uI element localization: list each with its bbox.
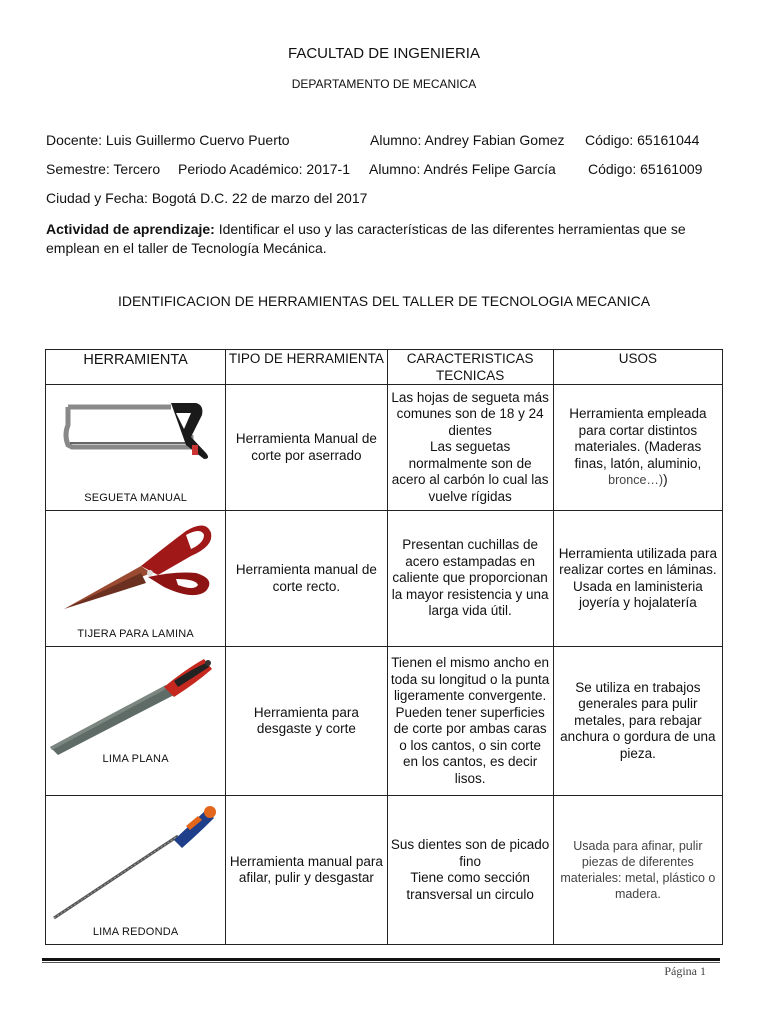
tool-cell xyxy=(46,385,226,511)
tool-name: LIMA REDONDA xyxy=(92,925,179,938)
flat-file-icon xyxy=(46,647,226,767)
codigo-2: Código: 65161009 xyxy=(588,161,703,177)
tipo-cell: Herramienta manual para afilar, pulir y desgastar xyxy=(226,796,387,945)
semestre-line: Semestre: Tercero xyxy=(46,161,161,177)
tipo-cell: Herramienta para desgaste y corte xyxy=(226,647,387,796)
page-number: Página 1 xyxy=(664,964,706,978)
footer-rule xyxy=(42,958,720,961)
docente-line: Docente: Luis Guillermo Cuervo Puerto xyxy=(46,132,290,148)
footer-rule-thin xyxy=(42,962,720,963)
tool-cell xyxy=(46,647,226,796)
tool-name: TIJERA PARA LAMINA xyxy=(77,627,194,640)
codigo-1: Código: 65161044 xyxy=(585,132,700,148)
actividad-paragraph xyxy=(46,220,726,258)
tools-table xyxy=(45,349,723,945)
usos-cell: Herramienta utilizada para realizar cortes en láminas. Usada en laministeria joyería y hojalatería xyxy=(553,511,722,647)
alumno-1: Alumno: Andrey Fabian Gomez xyxy=(370,132,565,148)
table-row xyxy=(46,511,723,647)
hacksaw-icon xyxy=(46,385,226,495)
table-row xyxy=(46,796,723,945)
department-title: DEPARTAMENTO DE MECANICA xyxy=(291,77,477,91)
header-tipo: TIPO DE HERRAMIENTA xyxy=(226,350,387,385)
caracteristicas-cell: Tienen el mismo ancho en toda su longitud o la punta ligeramente convergente. Pueden tener superficies de corte por ambas caras o los cantos, o sin corte en los cantos, es decir lisos. xyxy=(387,647,553,796)
tool-cell xyxy=(46,511,226,647)
usos-cell: Se utiliza en trabajos generales para pulir metales, para rebajar anchura o gordura de una pieza. xyxy=(553,647,722,796)
periodo-line: Periodo Académico: 2017-1 xyxy=(178,161,350,177)
section-title: IDENTIFICACION DE HERRAMIENTAS DEL TALLER DE TECNOLOGIA MECANICA xyxy=(117,293,651,309)
tool-cell xyxy=(46,796,226,945)
tool-name: LIMA PLANA xyxy=(102,752,169,765)
actividad-text: Identificar el uso y las características de las diferentes herramientas que se emplean en el taller de Tecnología Mecánica. xyxy=(46,221,686,256)
caracteristicas-cell: Sus dientes son de picado fino Tiene como sección transversal un circulo xyxy=(387,796,553,945)
tin-snips-icon xyxy=(46,511,226,631)
tool-name: SEGUETA MANUAL xyxy=(84,491,188,504)
actividad-label: Actividad de aprendizaje: xyxy=(46,221,215,237)
ciudad-fecha: Ciudad y Fecha: Bogotá D.C. 22 de marzo del 2017 xyxy=(46,190,368,206)
table-row xyxy=(46,647,723,796)
tipo-cell: Herramienta manual de corte recto. xyxy=(226,511,387,647)
faculty-title: FACULTAD DE INGENIERIA xyxy=(288,45,480,62)
usos-cell: Herramienta empleada para cortar distintos materiales. (Maderas finas, latón, aluminio, bronce…)) xyxy=(553,385,722,511)
caracteristicas-cell: Las hojas de segueta más comunes son de 18 y 24 dientes Las seguetas normalmente son de acero al carbón lo cual las vuelve rígidas xyxy=(387,385,553,511)
header-caracteristicas: CARACTERISTICAS TECNICAS xyxy=(387,350,553,385)
header-herramienta: HERRAMIENTA xyxy=(46,350,226,385)
caracteristicas-cell: Presentan cuchillas de acero estampadas en caliente que proporcionan la mayor resistencia y una larga vida útil. xyxy=(387,511,553,647)
round-file-icon xyxy=(46,796,226,926)
tipo-cell: Herramienta Manual de corte por aserrado xyxy=(226,385,387,511)
table-row xyxy=(46,385,723,511)
usos-cell: Usada para afinar, pulir piezas de diferentes materiales: metal, plástico o madera. xyxy=(553,796,722,945)
table-header-row xyxy=(46,350,723,385)
header-usos: USOS xyxy=(553,350,722,385)
alumno-2: Alumno: Andrés Felipe García xyxy=(369,161,556,177)
